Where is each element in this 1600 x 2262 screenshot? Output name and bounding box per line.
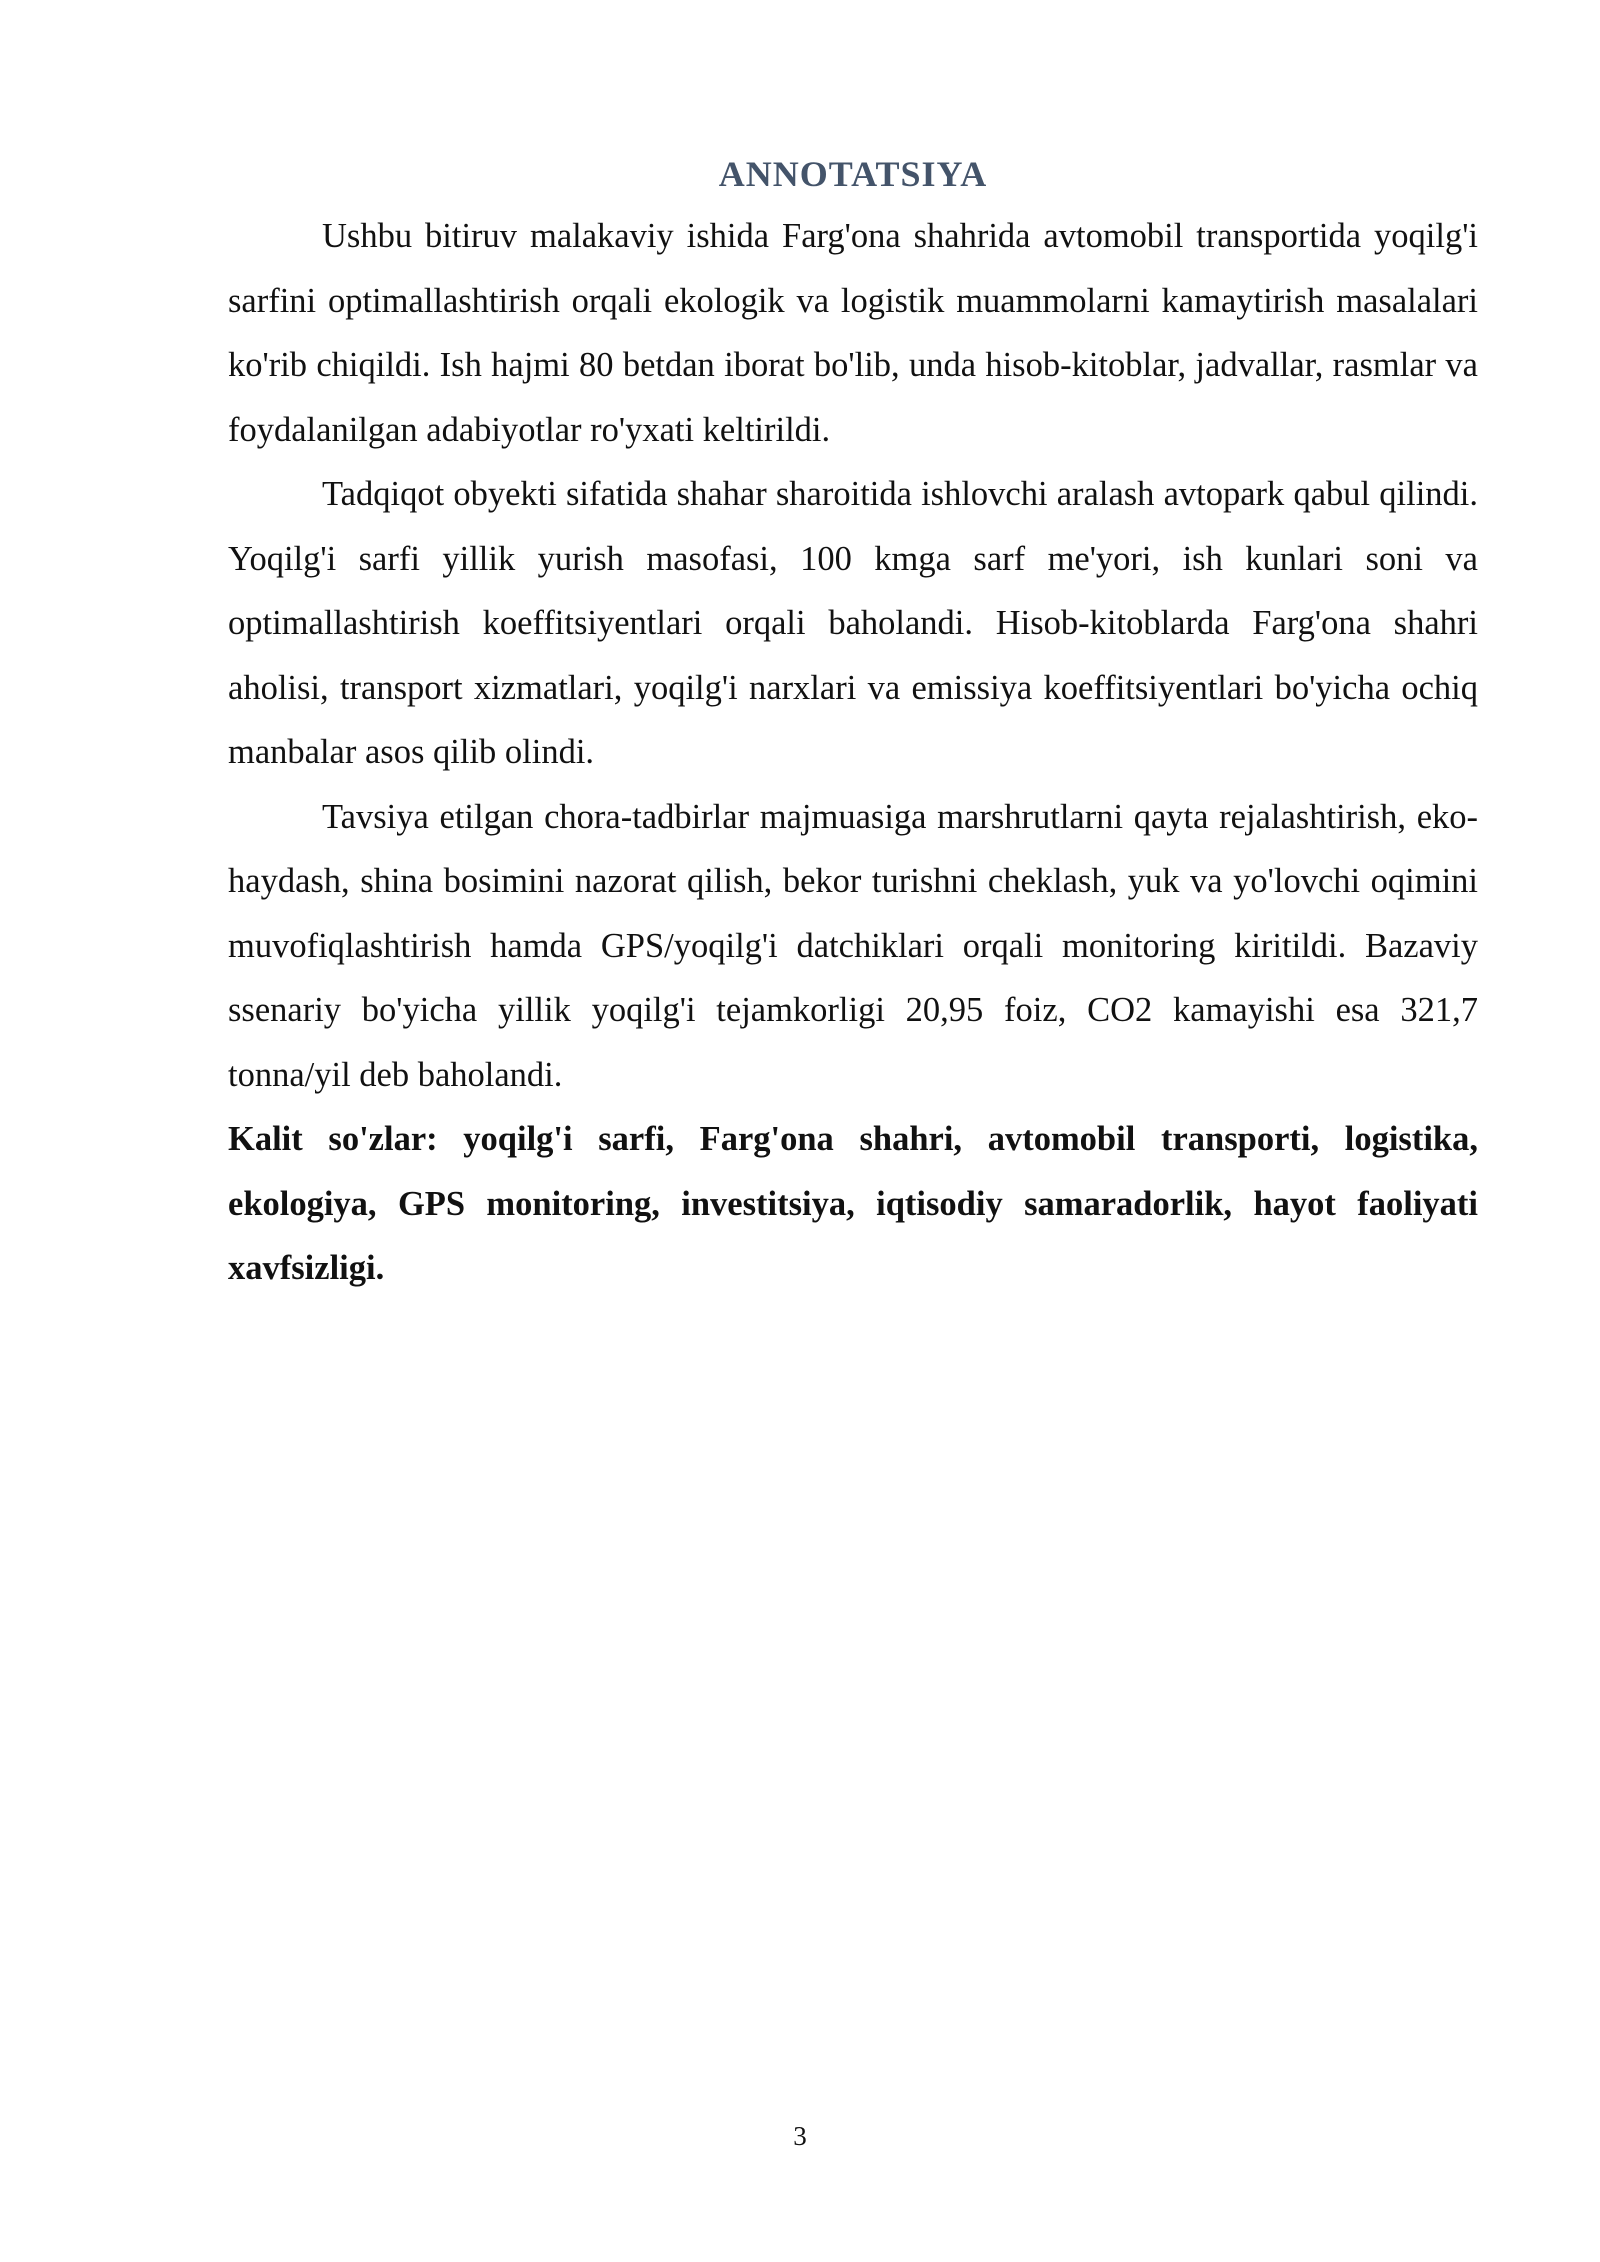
paragraph-1: Ushbu bitiruv malakaviy ishida Farg'ona shahrida avtomobil transportida yoqilg'i sarfini optimallashtirish orqali ekologik va logistik muammolarni kamaytirish masalalari ko'rib chiqildi. Ish hajmi 80 betdan iborat bo'lib, unda hisob-kitoblar, jadvallar, rasmlar va foydalanilgan adabiyotlar ro'yxati keltirildi. <box>228 217 1478 449</box>
keywords-paragraph: Kalit so'zlar: yoqilg'i sarfi, Farg'ona shahri, avtomobil transporti, logistika, ekologiya, GPS monitoring, investitsiya, iqtisodiy samaradorlik, hayot faoliyati xavfsizligi. <box>228 1120 1478 1287</box>
page-content <box>228 148 1478 1301</box>
paragraph-3: Tavsiya etilgan chora-tadbirlar majmuasiga marshrutlarni qayta rejalashtirish, eko-haydash, shina bosimini nazorat qilish, bekor turishni cheklash, yuk va yo'lovchi oqimini muvofiqlashtirish hamda GPS/yoqilg'i datchiklari orqali monitoring kiritildi. Bazaviy ssenariy bo'yicha yillik yoqilg'i tejamkorligi 20,95 foiz, CO2 kamayishi esa 321,7 tonna/yil deb baholandi. <box>228 797 1478 1094</box>
paragraph-2: Tadqiqot obyekti sifatida shahar sharoitida ishlovchi aralash avtopark qabul qilindi. Yoqilg'i sarfi yillik yurish masofasi, 100 kmga sarf me'yori, ish kunlari soni va optimallashtirish koeffitsiyentlari orqali baholandi. Hisob-kitoblarda Farg'ona shahri aholisi, transport xizmatlari, yoqilg'i narxlari va emissiya koeffitsiyentlari bo'yicha ochiq manbalar asos qilib olindi. <box>228 475 1478 771</box>
page-number: 3 <box>793 2121 807 2151</box>
page-title: ANNOTATSIYA <box>718 154 988 194</box>
